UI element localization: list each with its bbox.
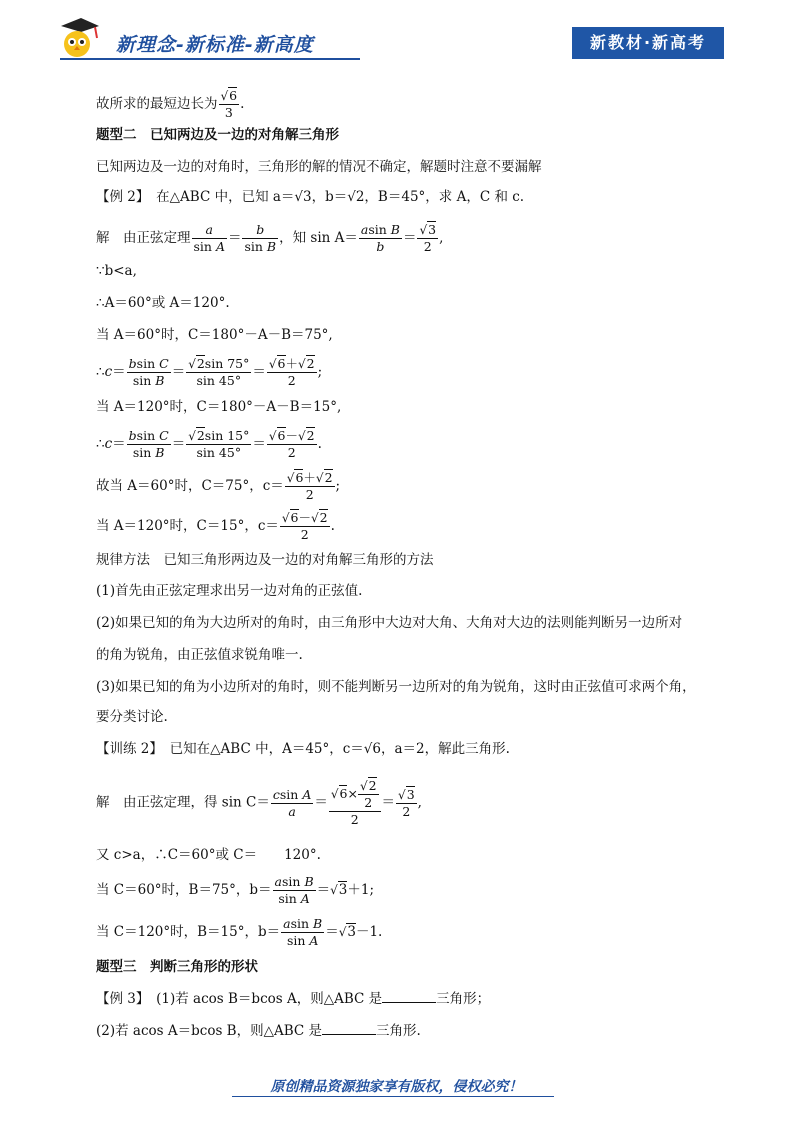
rule-title: 规律方法 已知三角形两边及一边的对角解三角形的方法 <box>96 552 434 568</box>
training-2-solution: 解 由正弦定理，得 sin C＝ $\frac{\text{csin A}}{a}$ ＝ √6× $\frac{√2}{2}$ 2 ＝ $\frac{√3}{2}$ , <box>96 778 422 827</box>
rule-3a: (3)如果已知的角为小边所对的角时，则不能判断另一边所对的角为锐角，这时由正弦值可求两个角， <box>96 679 696 695</box>
rule-1: (1)首先由正弦定理求出另一边对角的正弦值. <box>96 583 363 599</box>
rule-3b: 要分类讨论. <box>96 709 168 725</box>
footer-copyright: 原创精品资源独家享有版权，侵权必究！ <box>270 1079 523 1095</box>
line-training-case-120: 当 C＝120°时，B＝15°，b＝ $\frac{\text{asin B}}{\text{sin A}}$ ＝√3－1. <box>96 916 383 948</box>
line-c-value-15: ∴c＝ $\frac{\text{bsin C}}{\text{sin B}}$ ＝ $\frac{√2\sin 15^\circ}{\sin 45^\circ}$ ＝ $\frac{√6-√2}{2}$ . <box>96 428 322 460</box>
line-shortest-side: 故所求的最短边长为 $\frac{√6}{3}$ . <box>96 88 245 120</box>
header-badge: 新教材·新高考 <box>572 27 724 59</box>
line-summary-60: 故当 A＝60°时，C＝75°，c＝ $\frac{√6+√2}{2}$ ; <box>96 470 341 502</box>
line-summary-120: 当 A＝120°时，C＝15°，c＝ $\frac{√6-√2}{2}$ . <box>96 510 335 542</box>
heading-type-2: 题型二 已知两边及一边的对角解三角形 <box>96 127 339 143</box>
example-2-solution-law-of-sines: 解 由正弦定理 $\frac{a}{\text{sin A}}$ ＝ $\frac{b}{\text{sin B}}$ ，知 sin A＝ $\frac{\text{asin B}}{b}$ ＝ $\frac{√3}{2}$ , <box>96 222 444 254</box>
heading-type-3: 题型三 判断三角形的形状 <box>96 959 258 975</box>
line-a-values: ∴A＝60°或 A＝120°. <box>96 295 230 311</box>
training-2-question: 【训练 2】 已知在△ABC 中，A＝45°，c＝√6，a＝2，解此三角形. <box>96 741 510 757</box>
line-c-greater-a: 又 c>a，∴C＝60°或 C＝ 120°. <box>96 847 321 863</box>
answer-blank-2 <box>322 1022 376 1035</box>
example-3-q2: (2)若 acos A＝bcos B，则△ABC 是 三角形. <box>96 1023 421 1039</box>
example-2-question: 【例 2】 在△ABC 中，已知 a＝√3，b＝√2，B＝45°，求 A，C 和 c. <box>96 189 525 205</box>
answer-blank-1 <box>382 990 436 1003</box>
example-3-q1: 【例 3】 (1)若 acos B＝bcos A，则△ABC 是 三角形； <box>96 991 491 1007</box>
line-case-120: 当 A＝120°时，C＝180°－A－B＝15°, <box>96 399 342 415</box>
owl-logo-icon <box>55 16 103 64</box>
line-intro: 已知两边及一边的对角时，三角形的解的情况不确定，解题时注意不要漏解 <box>96 159 542 175</box>
line-case-60: 当 A＝60°时，C＝180°－A－B＝75°, <box>96 327 333 343</box>
footer-underline <box>232 1096 554 1097</box>
header-slogan: 新理念-新标准-新高度 <box>116 34 314 56</box>
line-c-value-75: ∴c＝ $\frac{\text{bsin C}}{\text{sin B}}$ ＝ $\frac{√2\sin 75^\circ}{\sin 45^\circ}$ ＝ $\frac{√6+√2}{2}$ ; <box>96 356 323 388</box>
line-b-less-a: ∵b<a, <box>96 263 137 279</box>
rule-2b: 的角为锐角，由正弦值求锐角唯一. <box>96 647 303 663</box>
header-underline <box>60 58 360 60</box>
line-training-case-60: 当 C＝60°时，B＝75°，b＝ $\frac{\text{asin B}}{\text{sin A}}$ ＝√3＋1; <box>96 874 375 906</box>
rule-2a: (2)如果已知的角为大边所对的角时，由三角形中大边对大角、大角对大边的法则能判断另一边所对 <box>96 615 683 631</box>
